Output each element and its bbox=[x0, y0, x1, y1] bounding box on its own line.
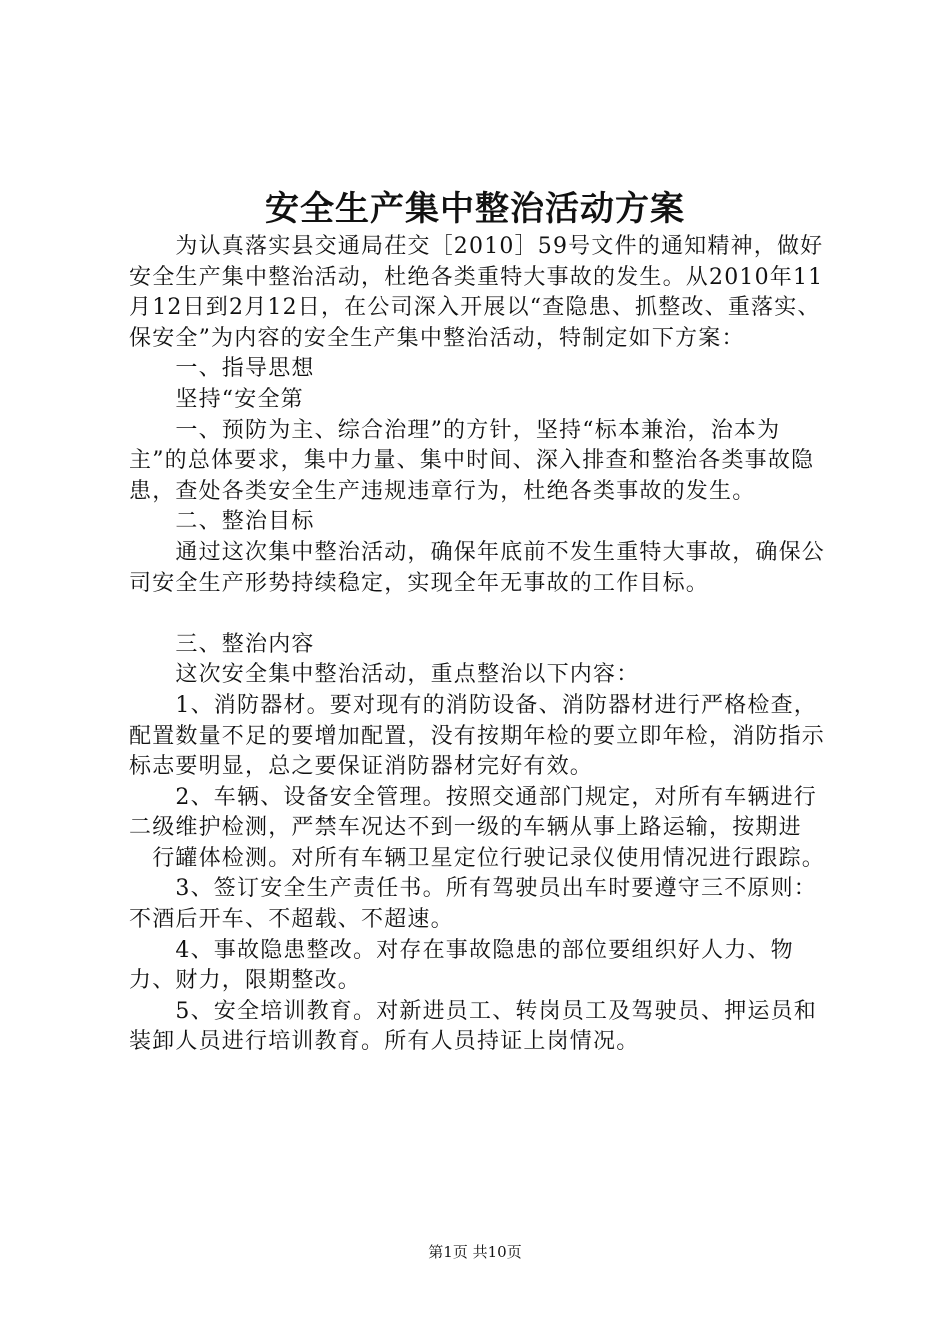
heading-goal: 二、整治目标 bbox=[129, 509, 315, 535]
heading-content: 三、整治内容 bbox=[129, 631, 315, 657]
page-indicator: 第1页 共10页 bbox=[428, 1243, 522, 1261]
list-item-responsibility: 3、签订安全生产责任书。所有驾驶员出车时要遵守三不原则：不酒后开车、不超载、不超速。 bbox=[129, 876, 817, 933]
paragraph-goal: 通过这次集中整治活动，确保年底前不发生重特大事故，确保公司安全生产形势持续稳定，实现全年无事故的工作目标。 bbox=[129, 539, 826, 596]
paragraph-intro: 为认真落实县交通局茌交［2010］59号文件的通知精神，做好安全生产集中整治活动，杜绝各类重特大事故的发生。从2010年11月12日到2月12日，在公司深入开展以“查隐患、抓整改、重落实、保安全”为内容的安全生产集中整治活动，特制定如下方案： bbox=[129, 234, 824, 351]
list-item-hazard-fix: 4、事故隐患整改。对存在事故隐患的部位要组织好人力、物力、财力，限期整改。 bbox=[129, 937, 794, 994]
paragraph-adhere: 坚持“安全第 bbox=[129, 386, 304, 412]
blank-line bbox=[129, 599, 829, 630]
paragraph-content-intro: 这次安全集中整治活动，重点整治以下内容： bbox=[129, 662, 640, 688]
heading-guiding-thought: 一、指导思想 bbox=[129, 356, 315, 382]
document-body bbox=[129, 232, 829, 1058]
list-item-vehicle-safety-cont: 行罐体检测。对所有车辆卫星定位行驶记录仪使用情况进行跟踪。 bbox=[129, 845, 826, 871]
document-title: 安全生产集中整治活动方案 bbox=[265, 189, 685, 229]
list-item-training: 5、安全培训教育。对新进员工、转岗员工及驾驶员、押运员和装卸人员进行培训教育。所有人员持证上岗情况。 bbox=[129, 998, 817, 1055]
list-item-fire-equipment: 1、消防器材。要对现有的消防设备、消防器材进行严格检查，配置数量不足的要增加配置，没有按期年检的要立即年检，消防指示标志要明显，总之要保证消防器材完好有效。 bbox=[129, 692, 826, 780]
paragraph-policy: 一、预防为主、综合治理”的方针，坚持“标本兼治，治本为主”的总体要求，集中力量、集中时间、深入排查和整治各类事故隐患，查处各类安全生产违规违章行为，杜绝各类事故的发生。 bbox=[129, 417, 815, 504]
list-item-vehicle-safety: 2、车辆、设备安全管理。按照交通部门规定，对所有车辆进行二级维护检测，严禁车况达不到一级的车辆从事上路运输，按期进 bbox=[129, 784, 817, 841]
